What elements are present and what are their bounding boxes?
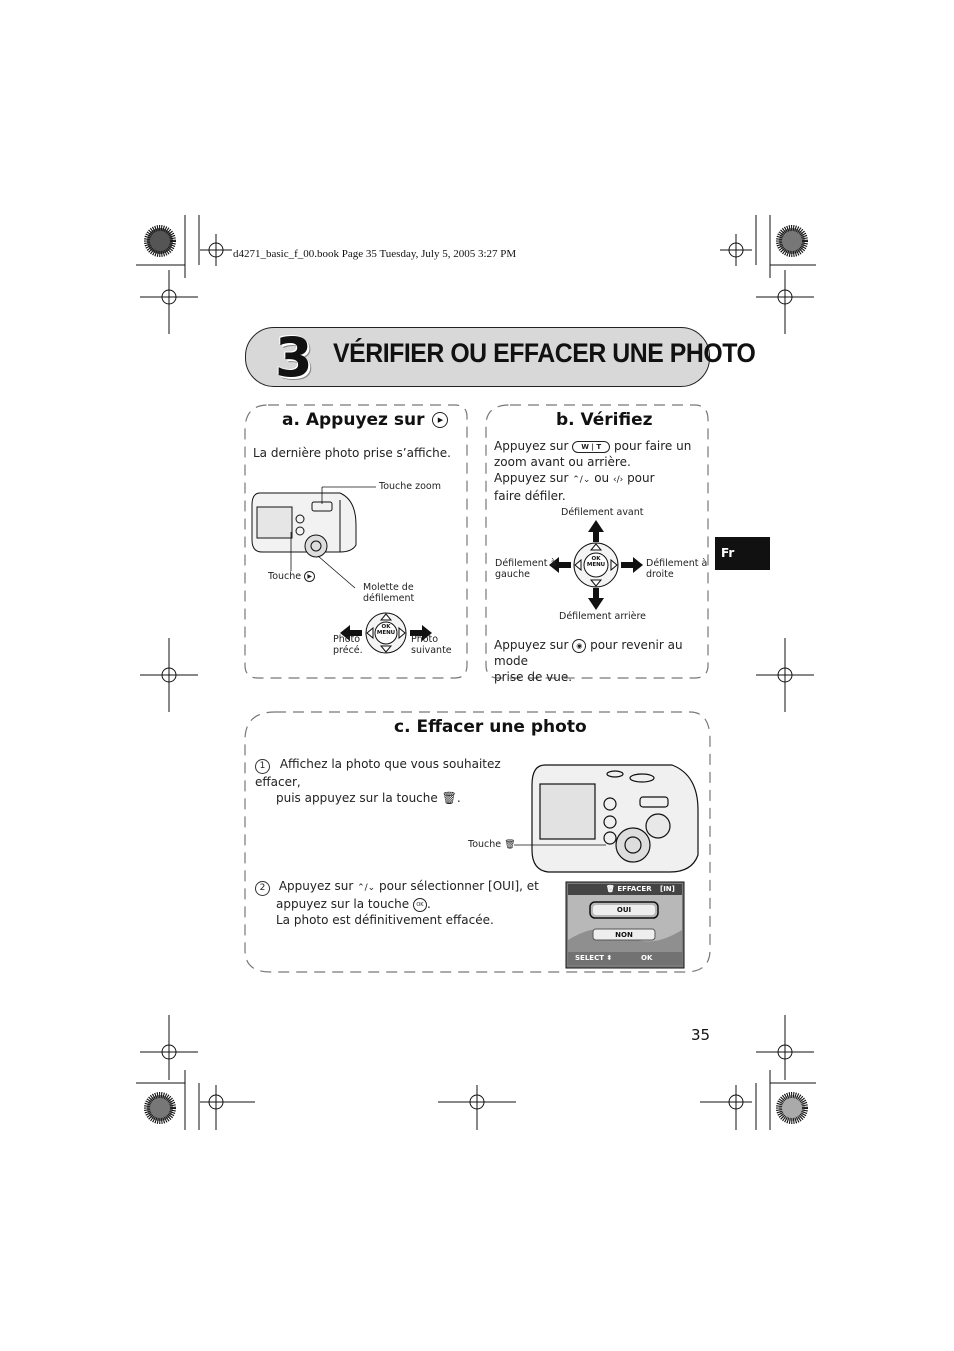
step-1-line2: puis appuyez sur la touche 🗑.	[276, 791, 461, 805]
camera-mode-icon: ◉	[572, 639, 586, 653]
step-2-line2: appuyez sur la touche OK .	[276, 897, 431, 911]
crosshair-mark-11	[438, 1085, 516, 1130]
step-1-line2-text: puis appuyez sur la touche	[276, 791, 438, 805]
label-photo-next-line2: suivante	[411, 645, 452, 656]
arrow-down-b	[588, 588, 604, 610]
chapter-number: 3	[275, 326, 313, 389]
lcd-select-arrow-icon: ⬍	[606, 954, 613, 962]
camera-back-illustration-a	[252, 493, 356, 557]
label-scroll-down: Défilement arrière	[559, 611, 646, 622]
section-b-line4: faire défiler.	[494, 489, 566, 503]
trash-small-icon: 🗑	[504, 840, 516, 850]
label-molette-line1: Molette de	[363, 582, 414, 593]
step-2-line1-a: Appuyez sur	[278, 879, 354, 893]
section-b-footer-line2: prise de vue.	[494, 670, 573, 684]
step-2-line1-b: pour sélectionner [OUI], et	[379, 879, 539, 893]
lcd-memory: [IN]	[660, 885, 675, 893]
sunburst-mark-bl	[147, 1095, 173, 1121]
crosshair-mark-8	[756, 1015, 814, 1080]
play-small-icon: ▶	[304, 571, 315, 582]
label-photo-prev-line2: précé.	[333, 645, 363, 656]
section-b-line1-a: Appuyez sur	[494, 439, 569, 453]
section-b-line3-b: ou	[594, 471, 610, 485]
lcd-title	[606, 885, 652, 893]
label-scroll-left-line1: Défilement à	[495, 558, 557, 569]
section-b-line2: zoom avant ou arrière.	[494, 455, 631, 469]
section-b-line1-b: pour faire un	[614, 439, 692, 453]
label-touche-a-text: Touche	[268, 571, 302, 582]
crosshair-mark-2	[720, 234, 752, 266]
label-touche-a	[268, 571, 315, 582]
crosshair-mark-6	[756, 638, 814, 712]
step-1-line1	[255, 756, 535, 790]
crosshair-mark-10	[700, 1085, 752, 1130]
label-touche-c	[468, 839, 516, 851]
section-b-footer-line1	[494, 637, 704, 669]
page-number: 35	[691, 1026, 711, 1044]
label-photo-prev	[333, 634, 363, 656]
crosshair-mark-1	[200, 234, 232, 266]
left-right-arrows-icon: ‹/›	[613, 475, 624, 485]
lcd-ok-hint	[641, 954, 652, 962]
section-c-heading: c. Effacer une photo	[394, 717, 587, 737]
dpad-b-menu: MENU	[586, 562, 606, 568]
zoom-key-icon: W | T	[572, 441, 610, 453]
crosshair-mark-3	[140, 270, 198, 334]
section-b-footer-b: pour revenir au mode	[494, 638, 683, 668]
sunburst-mark-br	[779, 1095, 805, 1121]
crosshair-mark-5	[140, 638, 198, 712]
lcd-trash-icon: 🗑	[606, 885, 615, 893]
label-molette-line2: défilement	[363, 593, 415, 604]
section-b-line3-c: pour	[627, 471, 655, 485]
step-2	[255, 878, 555, 928]
label-touche-c-text: Touche	[468, 839, 502, 850]
label-scroll-left-line2: gauche	[495, 569, 530, 580]
crosshair-mark-9	[200, 1085, 255, 1130]
lcd-ok-text: OK	[641, 954, 653, 962]
section-b-text	[494, 438, 699, 504]
section-a-heading	[282, 410, 448, 430]
label-zoom-button: Touche zoom	[379, 481, 441, 492]
label-photo-prev-line1: Photo	[333, 634, 361, 645]
ok-menu-icon: OK	[413, 898, 427, 912]
dpad-b-center-label	[583, 556, 609, 568]
print-file-info: d4271_basic_f_00.book Page 35 Tuesday, July 5, 2005 3:27 PM	[233, 248, 517, 260]
section-b-line1	[494, 438, 699, 454]
lcd-select-hint	[575, 954, 612, 962]
dpad-a-menu: MENU	[376, 630, 396, 636]
trash-icon: 🗑	[441, 791, 457, 805]
up-down-arrows-icon: ⌃/⌄	[572, 475, 591, 485]
label-scroll-up: Défilement avant	[561, 507, 644, 518]
crosshair-mark-7	[140, 1015, 198, 1080]
label-scroll-left	[495, 558, 556, 580]
step-2-number: 2	[255, 881, 270, 896]
dpad-a-center-label	[374, 624, 398, 636]
section-a-heading-text: a. Appuyez sur	[282, 410, 425, 430]
section-b-heading: b. Vérifiez	[556, 410, 653, 430]
step-2-line1	[255, 878, 555, 896]
lcd-select-text: SELECT	[575, 954, 604, 962]
lcd-option-no[interactable]: NON	[615, 931, 633, 939]
camera-back-illustration-c	[532, 765, 698, 872]
label-scroll-right-line2: droite	[646, 569, 674, 580]
step-1-line1-text: Affichez la photo que vous souhaitez effacer,	[255, 757, 501, 789]
arrow-right-b	[621, 557, 643, 573]
dpad-b-ok: OK	[591, 556, 601, 562]
arrow-up-b	[588, 520, 604, 542]
step-2-line3: La photo est définitivement effacée.	[276, 913, 494, 927]
section-b-line3-a: Appuyez sur	[494, 471, 569, 485]
label-molette	[363, 582, 414, 604]
label-photo-next	[411, 634, 452, 656]
crosshair-mark-4	[756, 270, 814, 334]
label-scroll-right-line1: Défilement à	[646, 558, 708, 569]
play-button-icon: ▶	[432, 412, 448, 428]
section-b-line3	[494, 470, 699, 488]
dpad-a-ok: OK	[381, 624, 391, 630]
section-b-footer-a: Appuyez sur	[494, 638, 569, 652]
section-a-text: La dernière photo prise s’affiche.	[253, 446, 451, 460]
label-photo-next-line1: Photo	[411, 634, 439, 645]
step-2-line2-text: appuyez sur la touche	[276, 897, 410, 911]
label-scroll-right	[646, 558, 707, 580]
step-1	[255, 756, 535, 806]
step-1-number: 1	[255, 759, 270, 774]
lcd-title-text: EFFACER	[617, 885, 652, 893]
lcd-option-yes[interactable]: OUI	[616, 906, 632, 914]
sunburst-mark-tl	[147, 228, 173, 254]
section-b-footer	[494, 637, 704, 685]
page-title: VÉRIFIER OU EFFACER UNE PHOTO	[333, 338, 756, 368]
language-tab: Fr	[715, 537, 770, 570]
up-down-arrows-icon-c: ⌃/⌄	[357, 883, 376, 893]
sunburst-mark-tr	[779, 228, 805, 254]
